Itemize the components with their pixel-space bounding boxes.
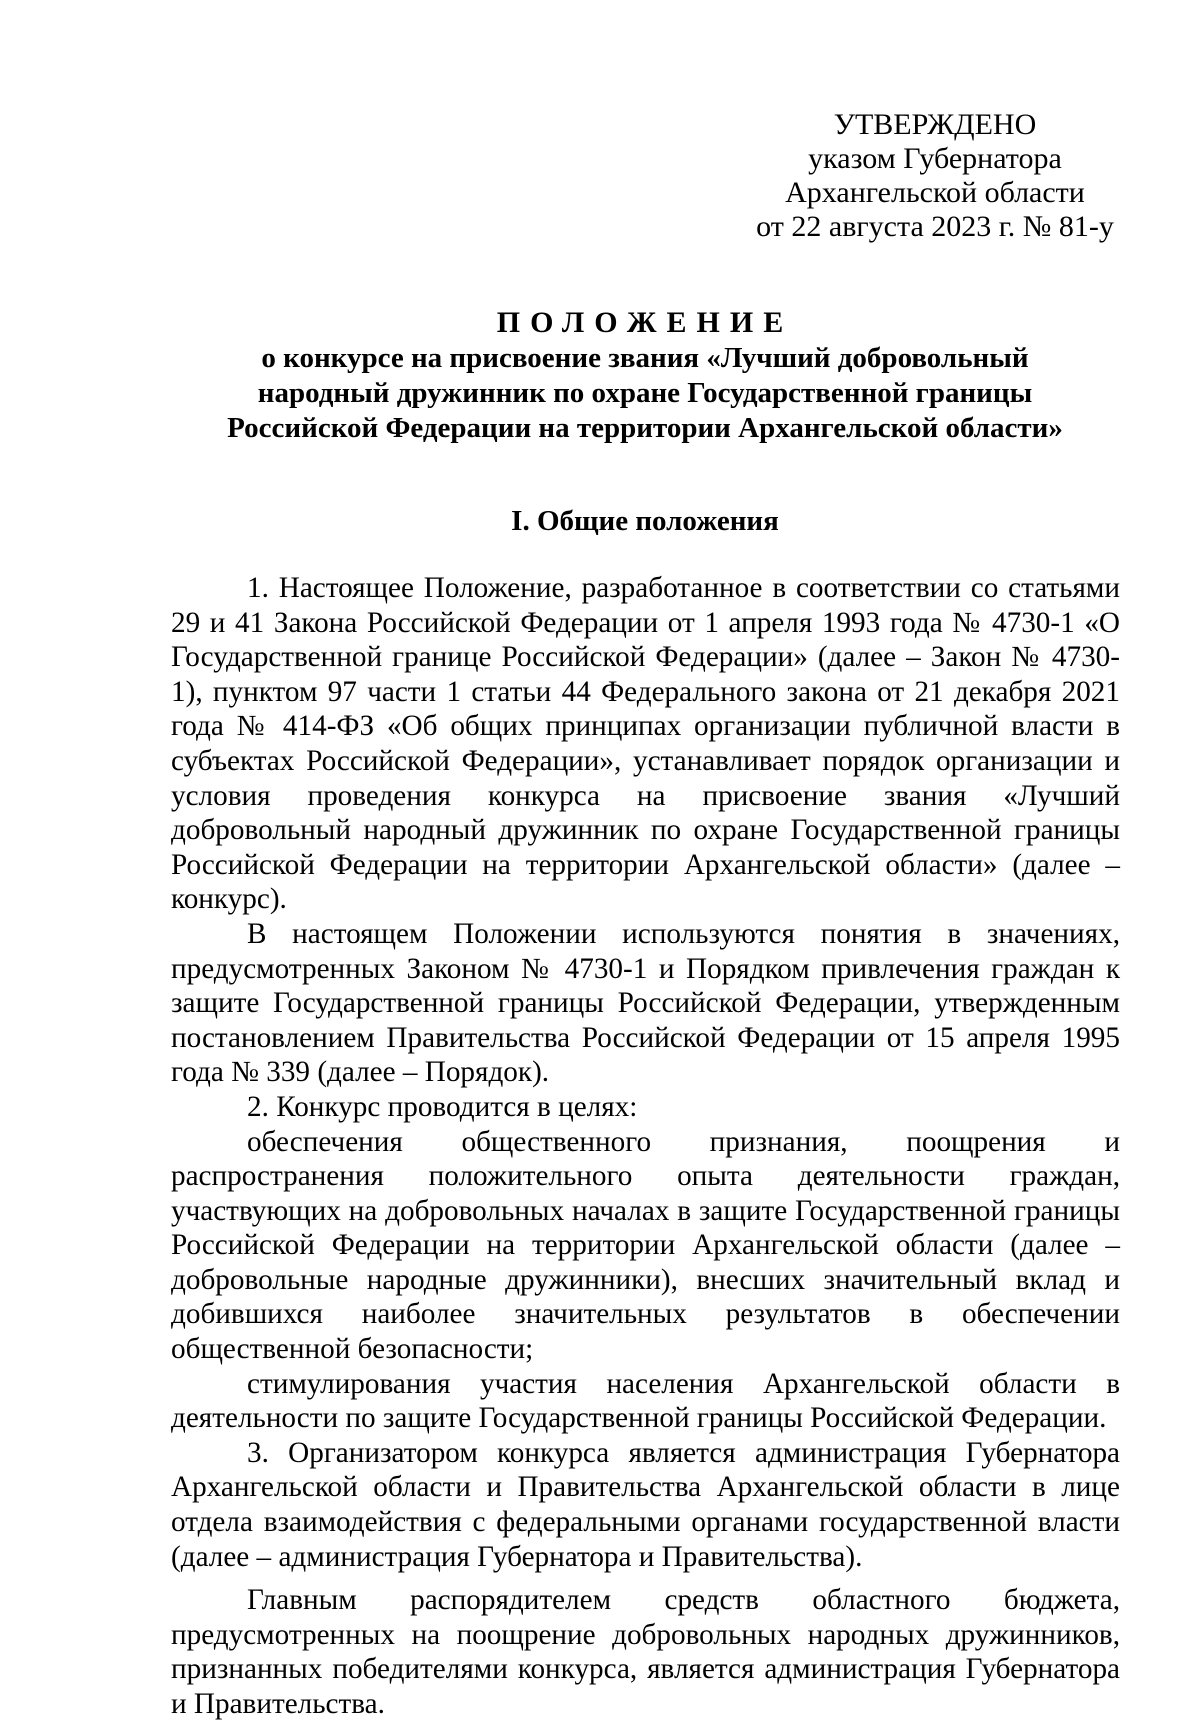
paragraph-7: Главным распорядителем средств областного бюджета, предусмотренных на поощрение добровольных народных дружинников, признанных победителями конкурса, является администрация Губернатора и Правительства. — [171, 1584, 1120, 1720]
paragraph-4: обеспечения общественного признания, поощрения и распространения положительного опыта деятельности граждан, участвующих на добровольных началах в защите Государственной границы Российской Федерации на территории Архангельской области (далее – добровольные народные дружинники), внесших значительный вклад и добившихся наиболее значительных результатов в обеспечении общественной безопасности; — [171, 1125, 1120, 1366]
paragraph-3: 2. Конкурс проводится в целях: — [247, 1090, 638, 1123]
title-line-1: о конкурсе на присвоение звания «Лучший добровольный — [261, 342, 1029, 374]
paragraph-5: стимулирования участия населения Архангельской области в деятельности по защите Государственной границы Российской Федерации. — [171, 1367, 1120, 1435]
paragraph-6: 3. Организатором конкурса является администрация Губернатора Архангельской области и Правительства Архангельской области в лице отдела взаимодействия с федеральными органами государственной власти (далее – администрация Губернатора и Правительства). — [171, 1436, 1120, 1573]
paragraph-1: 1. Настоящее Положение, разработанное в соответствии со статьями 29 и 41 Закона Российской Федерации от 1 апреля 1993 года № 4730-1 «О Государственной границе Российской Федерации» (далее – Закон № 4730-1), пунктом 97 части 1 статьи 44 Федерального закона от 21 декабря 2021 года № 414-ФЗ «Об общих принципах организации публичной власти в субъектах Российской Федерации», устанавливает порядок организации и условия проведения конкурса на присвоение звания «Лучший добровольный народный дружинник по охране Государственной границы Российской Федерации на территории Архангельской области» (далее – конкурс). — [171, 572, 1120, 916]
approval-line-region: Архангельской области — [785, 176, 1085, 209]
approval-line-date: от 22 августа 2023 г. № 81-у — [756, 210, 1114, 243]
section-heading: I. Общие положения — [511, 505, 779, 537]
title-line-2: народный дружинник по охране Государственной границы — [257, 377, 1033, 409]
approval-line-decree: указом Губернатора — [808, 142, 1062, 175]
paragraph-2: В настоящем Положении используются понятия в значениях, предусмотренных Законом № 4730-1 и Порядком привлечения граждан к защите Государственной границы Российской Федерации, утвержденным постановлением Правительства Российской Федерации от 15 апреля 1995 года № 339 (далее – Порядок). — [171, 917, 1120, 1089]
document-title — [170, 305, 1120, 446]
approval-stamp — [740, 108, 1130, 244]
document-body — [171, 571, 1120, 1722]
title-line-3: Российской Федерации на территории Архангельской области» — [227, 412, 1063, 444]
approval-line-approved: УТВЕРЖДЕНО — [833, 108, 1037, 141]
title-heading: ПОЛОЖЕНИЕ — [496, 306, 794, 339]
